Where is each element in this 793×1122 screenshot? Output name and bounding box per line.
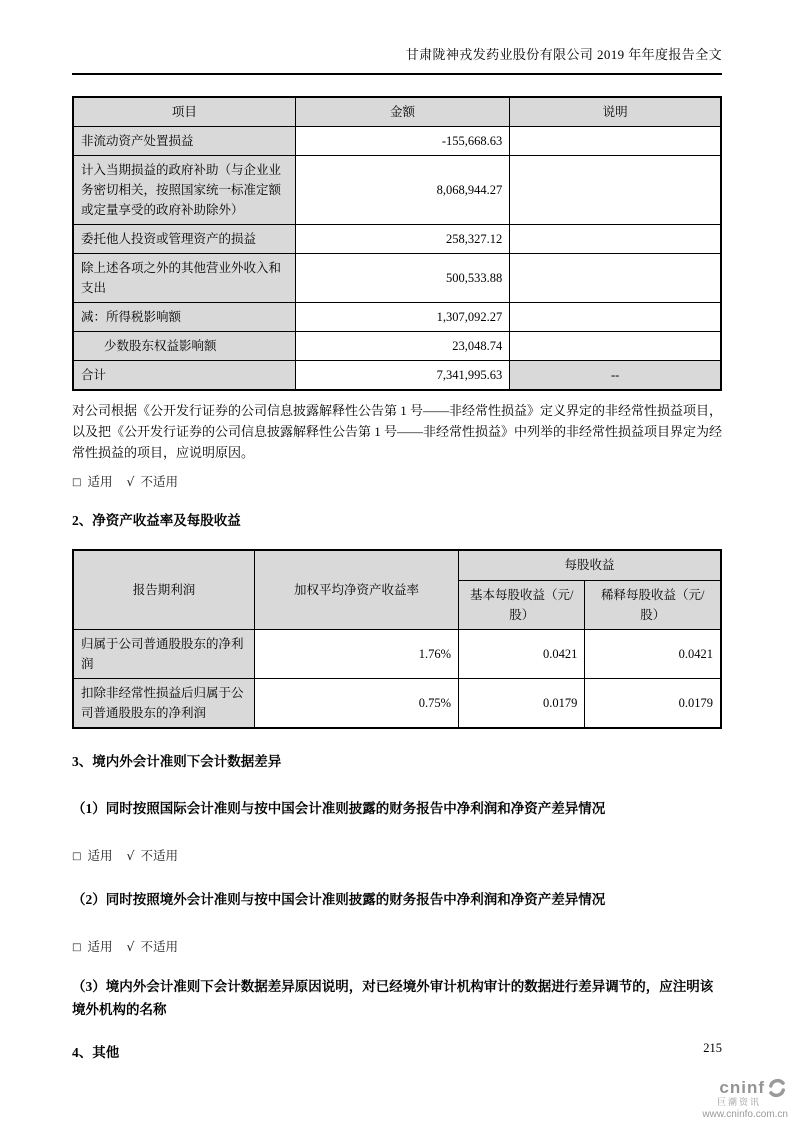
checkbox-icon: □ [72, 941, 82, 953]
basic-eps-cell: 0.0179 [459, 678, 585, 728]
item-cell: 委托他人投资或管理资产的损益 [73, 225, 295, 254]
item-cell: 除上述各项之外的其他营业外收入和支出 [73, 254, 295, 303]
item-cell: 计入当期损益的政府补助（与企业业务密切相关，按照国家统一标准定额或定量享受的政府补助除外） [73, 156, 295, 225]
checkbox-icon: □ [72, 850, 82, 862]
section-2-title: 2、净资产收益率及每股收益 [72, 513, 241, 528]
not-applicable-label: 不适用 [140, 475, 178, 489]
col-header-eps-group: 每股收益 [459, 550, 721, 580]
table-header-row [73, 550, 721, 580]
cninfo-brand-text: cninf [719, 1078, 765, 1097]
roe-cell: 0.75% [254, 678, 458, 728]
amount-cell: 258,327.12 [295, 225, 509, 254]
section-3-1-title: （1）同时按照国际会计准则与按中国会计准则披露的财务报告中净利润和净资产差异情况 [72, 800, 606, 816]
item-cell: 扣除非经常性损益后归属于公司普通股股东的净利润 [73, 678, 254, 728]
section-3-3-title: （3）境内外会计准则下会计数据差异原因说明，对已经境外审计机构审计的数据进行差异调节的，应注明该境外机构的名称 [72, 978, 714, 1017]
amount-cell: 7,341,995.63 [295, 361, 509, 391]
note-cell: -- [510, 361, 721, 391]
amount-cell: -155,668.63 [295, 127, 509, 156]
amount-cell: 8,068,944.27 [295, 156, 509, 225]
table-row [73, 629, 721, 678]
not-applicable-label: 不适用 [140, 848, 178, 863]
applicability-line [72, 472, 722, 490]
check-icon: √ [126, 847, 135, 863]
col-header-weighted-roe: 加权平均净资产收益率 [254, 550, 458, 629]
applicability-line [72, 937, 722, 955]
diluted-eps-cell: 0.0421 [585, 629, 721, 678]
item-cell: 减：所得税影响额 [73, 303, 295, 332]
table-row [73, 678, 721, 728]
cninfo-chinese-name: 巨潮资讯 [716, 1097, 761, 1107]
col-header-item: 项目 [73, 97, 295, 127]
basic-eps-cell: 0.0421 [459, 629, 585, 678]
not-applicable-label: 不适用 [140, 939, 178, 954]
cninfo-url: www.cninfo.com.cn [702, 1109, 788, 1120]
table-row [73, 332, 721, 361]
cninfo-logo [658, 1078, 790, 1120]
table-row [73, 156, 721, 225]
amount-cell: 23,048.74 [295, 332, 509, 361]
applicability-line [72, 846, 722, 864]
check-icon: √ [126, 474, 135, 489]
note-cell [510, 127, 721, 156]
section-4-title: 4、其他 [72, 1044, 120, 1060]
non-recurring-items-table [72, 96, 722, 391]
table-header-row [73, 97, 721, 127]
applicable-label: 适用 [87, 939, 113, 954]
non-recurring-explanation-paragraph: 对公司根据《公开发行证券的公司信息披露解释性公告第 1 号——非经常性损益》定义界定的非经常性损益项目，以及把《公开发行证券的公司信息披露解释性公告第 1 号——非经常性损益》中列举的非经常性损益项目界定为经常性损益的项目，应说明原因。 [72, 403, 723, 460]
item-cell: 少数股东权益影响额 [73, 332, 295, 361]
table-row [73, 303, 721, 332]
table-row [73, 254, 721, 303]
applicable-label: 适用 [87, 475, 113, 489]
item-cell: 归属于公司普通股股东的净利润 [73, 629, 254, 678]
check-icon: √ [126, 938, 135, 954]
col-header-note: 说明 [510, 97, 721, 127]
swirl-globe-icon [767, 1078, 787, 1098]
item-cell: 非流动资产处置损益 [73, 127, 295, 156]
note-cell [510, 156, 721, 225]
diluted-eps-cell: 0.0179 [585, 678, 721, 728]
roe-cell: 1.76% [254, 629, 458, 678]
section-3-title: 3、境内外会计准则下会计数据差异 [72, 753, 282, 769]
section-3-2-title: （2）同时按照境外会计准则与按中国会计准则披露的财务报告中净利润和净资产差异情况 [72, 891, 606, 907]
note-cell [510, 225, 721, 254]
table-row [73, 127, 721, 156]
amount-cell: 500,533.88 [295, 254, 509, 303]
table-row [73, 225, 721, 254]
col-header-report-profit: 报告期利润 [73, 550, 254, 629]
col-header-diluted-eps: 稀释每股收益（元/股） [585, 580, 721, 629]
amount-cell: 1,307,092.27 [295, 303, 509, 332]
col-header-amount: 金额 [295, 97, 509, 127]
col-header-basic-eps: 基本每股收益（元/股） [459, 580, 585, 629]
page-number: 215 [703, 1041, 722, 1055]
checkbox-icon: □ [72, 477, 82, 488]
applicable-label: 适用 [87, 848, 113, 863]
note-cell [510, 303, 721, 332]
note-cell [510, 254, 721, 303]
note-cell [510, 332, 721, 361]
table-total-row [73, 361, 721, 391]
roe-eps-table [72, 549, 722, 729]
report-header-title: 甘肃陇神戎发药业股份有限公司 2019 年年度报告全文 [72, 0, 722, 75]
item-cell: 合计 [73, 361, 295, 391]
